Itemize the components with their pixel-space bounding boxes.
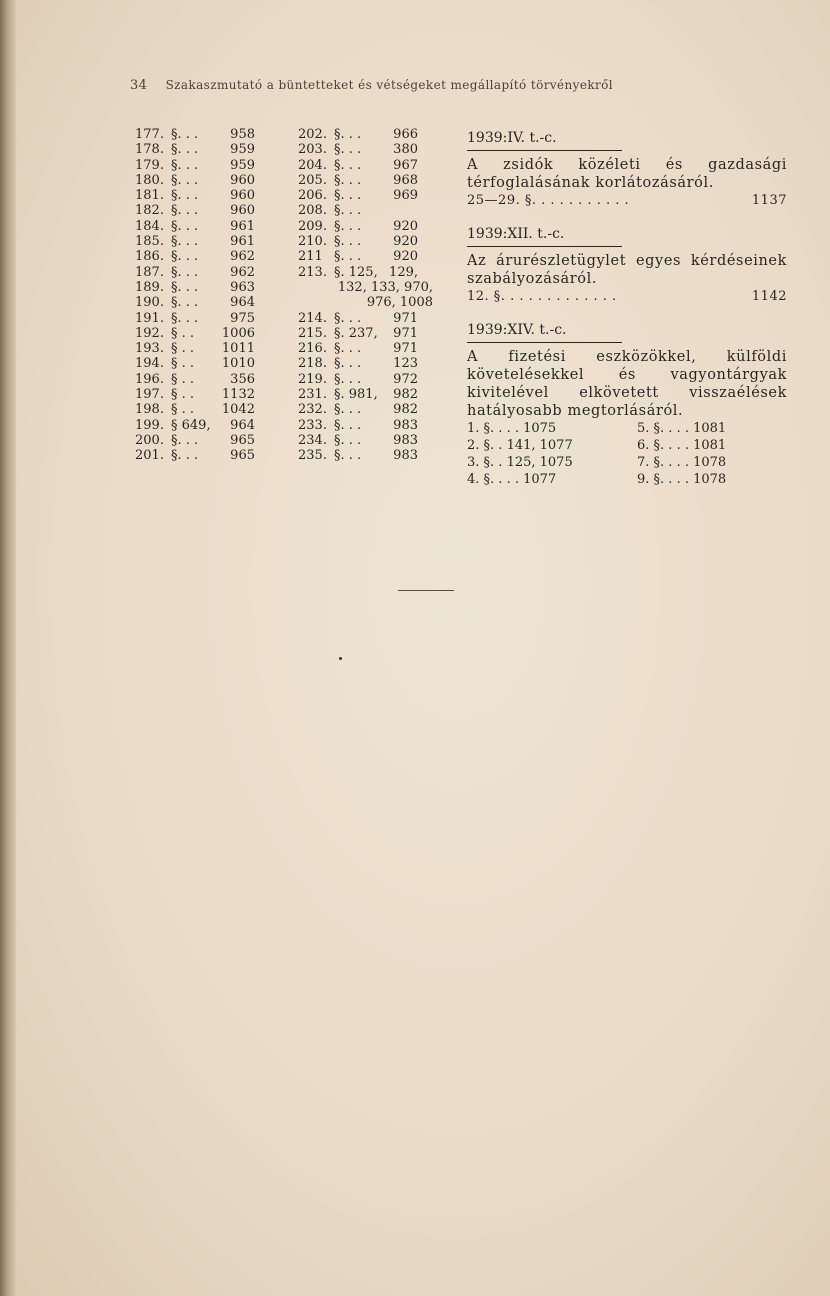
index-row [135,295,285,310]
index-sec: §. . . [334,356,362,372]
section-ref: 1. §. . . . 1075 [467,421,557,436]
law-description: A zsidók közéleti és gazdasági térfoglalásának korlátozásáról. [467,157,787,191]
index-row [135,173,285,188]
index-row [135,448,285,463]
index-val: 965 [230,432,255,448]
index-val: 1011 [221,341,255,357]
index-row [135,356,285,371]
index-sec: §. . . [334,249,362,265]
index-sec: §. . . [334,402,362,418]
index-num: 186. [135,249,164,265]
index-num: 208. [298,203,327,219]
index-num: 211 [298,249,323,265]
index-num: 184. [135,218,164,234]
index-val: 960 [230,188,255,204]
index-val: 958 [230,127,255,142]
index-num: 178. [135,142,164,158]
index-val: 982 [393,387,418,403]
index-num: 185. [135,234,164,250]
index-num: 177. [135,127,164,142]
index-row [135,372,285,387]
index-val: 964 [230,417,255,433]
index-sec: §. . . [171,279,199,295]
index-num: 216. [298,341,327,357]
index-num: 215. [298,325,327,341]
index-val: 960 [230,172,255,188]
index-sec: §. . . [171,310,199,326]
index-sec: §. . . [334,432,362,448]
running-header [130,78,810,93]
index-row [135,203,285,218]
section-ref: 5. §. . . . 1081 [637,421,727,436]
index-row [298,433,448,448]
index-val: 966 [393,127,418,142]
index-val [362,203,418,218]
index-val: 983 [393,417,418,433]
index-val: 123 [393,356,418,372]
section-ref: 2. §. . 141, 1077 [467,438,573,453]
index-val: 1042 [221,402,255,418]
index-num: 179. [135,157,164,173]
index-row [298,158,448,173]
index-num: 191. [135,310,164,326]
index-sec: §. . . [171,142,199,158]
index-sec: §. . . [334,142,362,158]
law-description: Az árurészletügylet egyes kérdéseinek szabályozásáról. [467,253,787,287]
index-sec: § . . [171,402,195,418]
index-val: 920 [393,218,418,234]
index-sec: §. . . [334,218,362,234]
index-val: 983 [393,448,418,464]
index-num: 201. [135,448,164,464]
index-val: 962 [230,249,255,265]
index-num: 233. [298,417,327,433]
index-val: 969 [393,188,418,204]
index-num: 218. [298,356,327,372]
index-sec: §. . . [334,127,362,142]
page-number: 34 [130,78,148,93]
index-row [298,356,448,371]
index-val: 380 [393,142,418,158]
index-row [135,249,285,264]
reference-value: 1137 [751,193,787,208]
index-column-1 [135,127,285,464]
index-val: 971 [393,325,418,341]
law-block [467,224,787,306]
index-row [135,341,285,356]
law-title: 1939:XII. t.-c. [467,225,622,247]
index-row [298,219,448,234]
index-row-continuation: 132, 133, 970, [337,279,433,295]
index-val: 960 [230,203,255,219]
index-num: 231. [298,387,327,403]
index-num: 214. [298,310,327,326]
index-val: 983 [393,432,418,448]
index-row [135,142,285,157]
section-ref: 7. §. . . . 1078 [637,455,727,470]
index-sec: §. . . [171,448,199,464]
index-row [298,127,448,142]
index-num: 198. [135,402,164,418]
index-sec: § 649, [171,417,211,433]
index-num: 210. [298,234,327,250]
index-sec: §. . . [334,417,362,433]
index-row [135,234,285,249]
index-num: 190. [135,295,164,311]
index-val: 968 [393,172,418,188]
index-row [135,127,285,142]
index-row [135,387,285,402]
index-row [135,280,285,295]
index-row [135,433,285,448]
index-sec: §. . . [171,127,199,142]
index-val: 961 [230,234,255,250]
index-val: 920 [393,234,418,250]
index-sec: §. . . [171,188,199,204]
index-val: 971 [393,341,418,357]
ink-dot [339,657,342,660]
law-title: 1939:IV. t.-c. [467,129,622,151]
index-sec: §. . . [171,432,199,448]
index-row [298,188,448,203]
index-row [298,448,448,463]
index-sec: § . . [171,325,195,341]
index-sec: §. 237, [334,325,378,341]
index-row [298,311,448,326]
index-val: 964 [230,295,255,311]
index-row [298,418,448,433]
law-description: A fizetési eszközökkel, külföldi követelésekkel és vagyontárgyak kivitelével elkövetett visszaélések hatályosabb megtorlásáról. [467,349,787,419]
law-block [467,128,787,210]
index-row [135,158,285,173]
index-row [298,203,448,218]
index-row [298,341,448,356]
law-reference [467,288,787,306]
index-sec: §. . . [171,157,199,173]
index-num: 219. [298,371,327,387]
index-num: 232. [298,402,327,418]
index-sec: §. . . [171,249,199,265]
index-num: 202. [298,127,327,142]
index-row [135,311,285,326]
index-num: 206. [298,188,327,204]
index-row-continuation: 976, 1008 [366,295,433,311]
index-val: 356 [230,371,255,387]
index-num: 199. [135,417,164,433]
index-column-2 [298,127,448,464]
index-num: 203. [298,142,327,158]
index-num: 204. [298,157,327,173]
section-divider [398,590,454,591]
index-num: 213. [298,264,327,280]
index-row [298,142,448,157]
index-sec: §. . . [171,234,199,250]
index-row [135,418,285,433]
index-sec: §. . . [334,157,362,173]
index-row [298,265,448,280]
index-sec: §. . . [334,341,362,357]
index-num: 182. [135,203,164,219]
index-sec: §. . . [171,203,199,219]
index-val: 963 [230,279,255,295]
index-sec: §. . . [334,234,362,250]
index-num: 192. [135,325,164,341]
index-num: 196. [135,371,164,387]
index-num: 235. [298,448,327,464]
index-val: 959 [230,157,255,173]
index-sec: §. 125, [334,264,378,280]
index-row [298,249,448,264]
index-val: 920 [393,249,418,265]
law-reference [467,192,787,210]
index-sec: § . . [171,387,195,403]
index-num: 187. [135,264,164,280]
index-row [298,326,448,341]
index-sec: §. . . [334,203,362,219]
index-sec: §. . . [334,172,362,188]
index-val: 961 [230,218,255,234]
index-row [135,326,285,341]
index-val: 975 [230,310,255,326]
reference-value: 1142 [751,289,787,304]
index-num: 205. [298,172,327,188]
index-row [298,173,448,188]
index-sec: § . . [171,371,195,387]
index-sec: §. . . [334,448,362,464]
index-num: 189. [135,279,164,295]
index-num: 194. [135,356,164,372]
index-sec: §. . . [334,371,362,387]
index-row [135,402,285,417]
index-num: 200. [135,432,164,448]
reference-label: 12. §. . . . . . . . . . . . . [467,289,617,304]
index-num: 180. [135,172,164,188]
index-val: 129, [389,264,418,280]
index-num: 209. [298,218,327,234]
index-sec: §. . . [171,264,199,280]
index-sec: § . . [171,356,195,372]
index-val: 1006 [221,325,255,341]
index-val: 965 [230,448,255,464]
index-row [298,387,448,402]
index-val: 967 [393,157,418,173]
index-row [298,234,448,249]
index-row [135,219,285,234]
index-val: 972 [393,371,418,387]
section-pairs [467,420,787,488]
index-sec: §. . . [334,310,362,326]
law-column [467,128,787,494]
index-sec: § . . [171,341,195,357]
law-title: 1939:XIV. t.-c. [467,321,622,343]
section-ref: 9. §. . . . 1078 [637,472,727,487]
index-val: 1132 [221,387,255,403]
index-sec: §. . . [171,218,199,234]
section-ref: 6. §. . . . 1081 [637,438,727,453]
index-sec: §. . . [171,172,199,188]
index-sec: §. 981, [334,387,378,403]
index-sec: §. . . [171,295,199,311]
index-val: 1010 [221,356,255,372]
index-num: 193. [135,341,164,357]
section-ref: 3. §. . 125, 1075 [467,455,573,470]
reference-label: 25—29. §. . . . . . . . . . . [467,193,630,208]
index-sec: §. . . [334,188,362,204]
index-val: 959 [230,142,255,158]
index-num: 197. [135,387,164,403]
index-num: 181. [135,188,164,204]
index-val: 962 [230,264,255,280]
index-val: 971 [393,310,418,326]
book-spine [0,0,16,1296]
index-row [135,188,285,203]
section-ref: 4. §. . . . 1077 [467,472,557,487]
law-block [467,320,787,488]
index-row [135,265,285,280]
index-val: 982 [393,402,418,418]
header-title: Szakaszmutató a büntetteket és vétségeket megállapító törvényekről [165,78,613,92]
index-row [298,402,448,417]
index-row [298,372,448,387]
index-num: 234. [298,432,327,448]
